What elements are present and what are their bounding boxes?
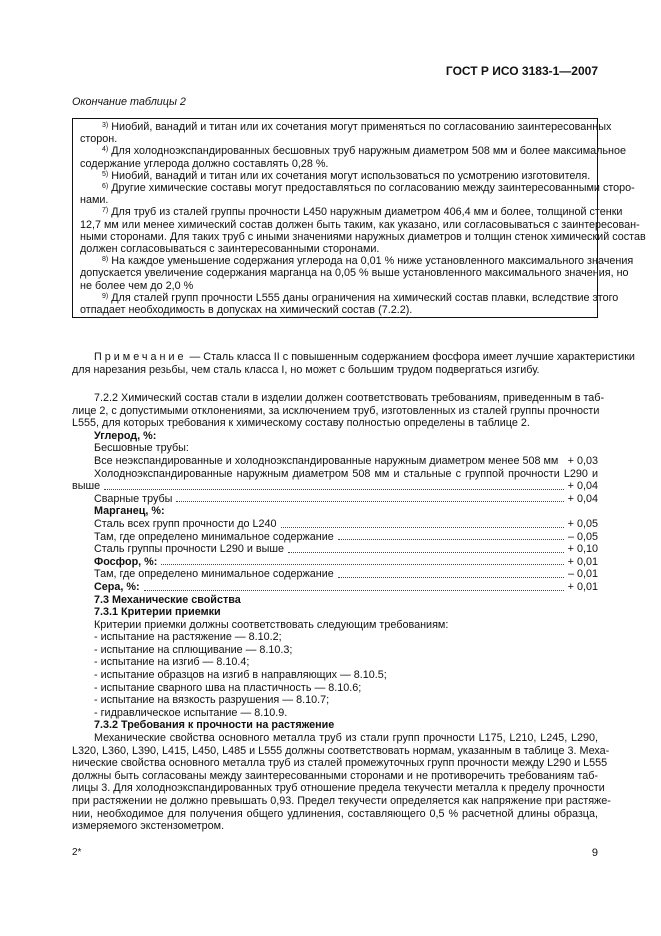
footnote-line [80,230,646,243]
manganese-title: Марганец, %: [94,505,165,518]
dot-leader [144,581,564,591]
note [72,351,635,376]
dot-leader [338,568,564,578]
dot-leader [104,480,564,490]
footnote-number: 4) [102,146,109,154]
note-text: — Сталь класса II с повышенным содержанием фосфора имеет лучшие характеристики [189,351,635,363]
footnote-line [80,267,629,280]
footnote-number: 8) [102,256,109,264]
criteria-list-item: - испытание на растяжение — 8.10.2; [94,631,282,644]
dot-leader [161,556,563,566]
footnote-text: 12,7 мм или менее химический состав должен быть таким, как указано, или согласовываться с заинтересован- [80,218,640,231]
row-value: + 0,04 [567,480,598,493]
carbon-title: Углерод, %: [94,429,157,442]
seamless-label: Бесшовные трубы: [94,442,189,455]
row-label: выше [72,480,101,493]
row-value: + 0,05 [567,517,598,530]
footnote-text: Ниобий, ванадий и титан или их сочетания могут применяться по согласованию заинтересованных [111,121,612,133]
paragraph-line: лицы 3. Для холодноэкспандированных труб отношение предела текучести металла к пределу прочности [72,782,605,795]
footnote-text: сторон. [80,133,118,146]
row-value: + 0,03 [567,454,598,467]
footnote-line [80,243,590,255]
row-label: Сера, %: [94,580,140,593]
footnote-number: 3) [102,122,109,129]
footnote-line [80,304,590,316]
footnote-line [80,145,627,158]
footnote-text: Для холодноэкспандированных бесшовных труб наружным диаметром 508 мм и более максимальное [111,145,627,158]
table-footnotes-box [72,118,646,318]
criteria-list-item: - испытание на сплющивание — 8.10.3; [94,643,293,656]
paragraph-line: L555, для которых требования к химическому составу полностью определены в таблице 2. [72,417,530,430]
sheet-mark: 2* [72,847,82,858]
paragraph-line: измеряемого экстензометром. [72,820,225,833]
footnote-line [80,170,590,182]
row-label: Сталь группы прочности L290 и выше [94,543,285,556]
footnote-text: Ниобий, ванадий и титан или их сочетания могут использоваться по усмотрению изготовителя. [111,169,591,182]
phosphorus-min-row [72,568,598,581]
footnote-line [80,280,590,292]
footnote-text: допускается увеличение содержания марганца на 0,05 % выше установленного максимального значения, но [80,267,629,280]
carbon-row [72,493,598,506]
dot-leader [338,531,564,541]
dot-leader [288,543,564,553]
page-number: 9 [591,847,598,859]
table-continuation-label: Окончание таблицы 2 [72,96,186,108]
footnote-text: нами. [80,194,109,207]
footnote-text: Для сталей групп прочности L555 даны ограничения на химический состав плавки, вследствие этого [111,291,619,304]
row-value: + 0,01 [567,580,598,593]
row-value: – 0,01 [567,568,598,581]
paragraph-line: нии, необходимое для получения общего удлинения, составляющего 0,5 % расчетной длины образца, [72,807,598,820]
footnote-text: отпадает необходимость в допусках на химический состав (7.2.2). [80,304,413,317]
section-heading-7-3: 7.3 Механические свойства [94,593,241,606]
manganese-row [72,543,598,556]
row-label: Сварные трубы [94,492,173,505]
manganese-row [72,531,598,544]
footnote-number: 7) [102,207,109,215]
footnote-number: 5) [102,170,109,178]
row-value: + 0,10 [567,543,598,556]
section-heading-7-3-2: 7.3.2 Требования к прочности на растяжение [94,719,335,732]
row-value: + 0,01 [567,555,598,568]
criteria-list [72,631,598,719]
footnote-line [80,255,634,268]
sulfur-row [72,581,598,594]
criteria-list-item: - испытание на изгиб — 8.10.4; [94,656,250,669]
footnote-text: На каждое уменьшение содержания углерода на 0,01 % ниже установленного максимального значения [111,255,634,268]
footnote-text: должен согласовываться с заинтересованными сторонами. [80,243,380,256]
paragraph-line: лице 2, с допустимыми отклонениями, за исключением труб, изготовленных из сталей группы прочности [72,404,600,417]
carbon-row-line: Холодноэкспандированные наружным диаметром 508 мм и стальные с группой прочности L290 и [94,467,598,480]
paragraph-line: нические свойства основного металла труб из сталей промежуточных групп прочности между L290 и L555 [72,757,608,770]
footnote-line [80,291,619,304]
note-label: Примечание [94,351,187,363]
section-7-2-2 [72,392,611,833]
paragraph-line: 7.2.2 Химический состав стали в изделии должен соответствовать требованиям, приведенным в таб- [94,392,605,404]
section-heading-7-3-1: 7.3.1 Критерии приемки [94,606,221,619]
footnote-text: Для труб из сталей группы прочности L450 наружным диаметром 406,4 мм и более, толщиной стенки [111,206,623,219]
note-text: для нарезания резьбы, чем сталь класса I, но может с большим трудом подвергаться изгибу. [72,363,540,376]
footnote-line [80,158,590,170]
footnote-line [80,182,635,195]
footnote-text: ными сторонами. Для таких труб с иными значениями наружных диаметров и толщин стенок химический состав [80,230,646,243]
footnote-line [80,121,612,133]
section-7-3-2-paragraph [72,732,611,833]
dot-leader [281,518,564,528]
footnote-text: Другие химические составы могут предоставляться по согласованию между заинтересованными сторо- [111,182,635,195]
footnote-text: не более чем до 2,0 % [80,279,194,292]
footnote-line [80,206,623,219]
row-label: Там, где определено минимальное содержание [94,568,334,581]
footnote-number: 9) [102,292,109,300]
phosphorus-row [72,556,598,569]
row-label: Фосфор, %: [94,555,158,568]
manganese-row [72,518,598,531]
document-header: ГОСТ Р ИСО 3183-1—2007 [445,64,598,78]
footnote-number: 6) [102,183,109,191]
dot-leader [176,493,563,503]
criteria-list-item: - испытание сварного шва на пластичность — 8.10.6; [94,681,362,694]
row-label: Там, где определено минимальное содержание [94,530,334,543]
footnote-line [80,218,640,231]
criteria-intro: Критерии приемки должны соответствовать следующим требованиям: [94,618,449,631]
paragraph-line: при растяжении не должно превышать 0,93. Предел текучести определяется как напряжение при растяже- [72,795,611,807]
criteria-list-item: - испытание на вязкость разрушения — 8.10.7; [94,694,330,707]
criteria-list-item: - гидравлическое испытание — 8.10.9. [94,706,288,719]
footnote-text: содержание углерода должно составлять 0,28 %. [80,157,329,170]
criteria-list-item: - испытание образцов на изгиб в направляющих — 8.10.5; [94,669,387,682]
paragraph-line: должны быть согласованы между заинтересованными сторонами и не противоречить требованиям таб- [72,769,598,782]
row-label: Сталь всех групп прочности до L240 [94,517,277,530]
carbon-row [72,455,598,468]
footnote-line [80,133,590,145]
carbon-row [72,480,598,493]
row-value: + 0,04 [567,492,598,505]
row-value: – 0,05 [567,530,598,543]
row-label: Все неэкспандированные и холодноэкспандированные наружным диаметром менее 508 мм [94,454,559,467]
footnote-line [80,194,590,206]
paragraph-line: L320, L360, L390, L415, L450, L485 и L555 должны соответствовать нормам, указанным в таблице 3. Меха- [72,744,610,757]
paragraph-line: Механические свойства основного металла труб из стали групп прочности L175, L210, L245, L290, [94,732,598,745]
